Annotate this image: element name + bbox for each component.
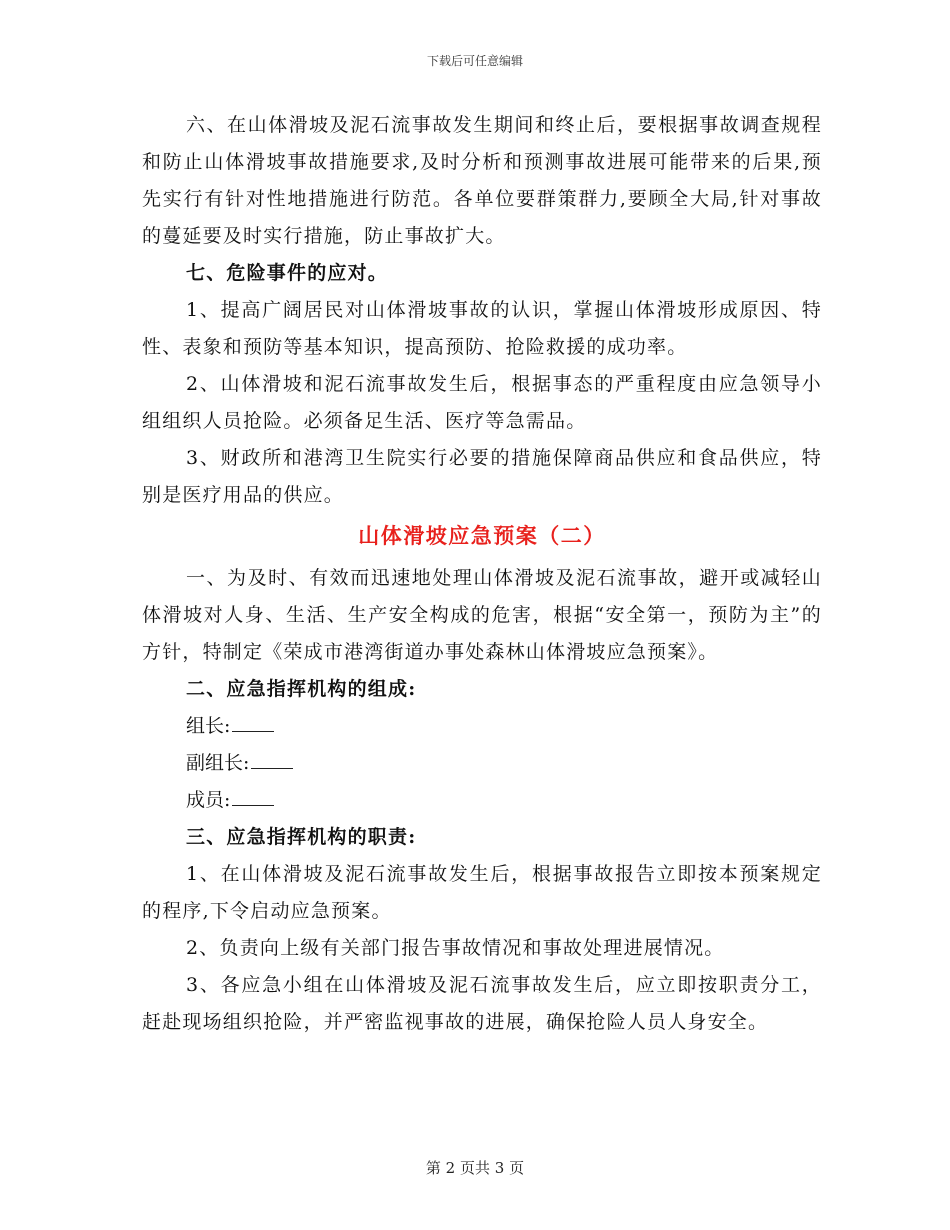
paragraph-seven-2: 2、山体滑坡和泥石流事故发生后，根据事态的严重程度由应急领导小组组织人员抢险。必须备足生活、医疗等急需品。 [142, 373, 822, 432]
paragraph-seven-1: 1、提高广阔居民对山体滑坡事故的认识，掌握山体滑坡形成原因、特性、表象和预防等基本知识，提高预防、抢险救援的成功率。 [142, 299, 822, 358]
leader-field [142, 708, 822, 745]
heading-seven: 七、危险事件的应对。 [186, 262, 389, 284]
member-field [142, 782, 822, 819]
paragraph-six: 六、在山体滑坡及泥石流事故发生期间和终止后，要根据事故调查规程和防止山体滑坡事故措施要求,及时分析和预测事故进展可能带来的后果,预先实行有针对性地措施进行防范。各单位要群策群力,要顾全大局,针对事故的蔓延要及时实行措施，防止事故扩大。 [142, 114, 822, 247]
deputy-label: 副组长: [186, 752, 250, 774]
heading-three: 三、应急指挥机构的职责: [186, 826, 417, 848]
paragraph-seven-3: 3、财政所和港湾卫生院实行必要的措施保障商品供应和食品供应，特别是医疗用品的供应。 [142, 447, 822, 506]
deputy-blank [251, 767, 293, 769]
document-body [142, 107, 822, 1041]
header-note: 下载后可任意编辑 [426, 54, 523, 68]
paragraph-three-2: 2、负责向上级有关部门报告事故情况和事故处理进展情况。 [186, 937, 725, 959]
member-blank [232, 804, 274, 806]
paragraph-one: 一、为及时、有效而迅速地处理山体滑坡及泥石流事故，避开或减轻山体滑坡对人身、生活、生产安全构成的危害，根据“安全第一，预防为主”的方针，特制定《荣成市港湾街道办事处森林山体滑坡应急预案》。 [142, 567, 822, 663]
member-label: 成员: [186, 789, 231, 811]
heading-two: 二、应急指挥机构的组成: [186, 678, 417, 700]
paragraph-three-3: 3、各应急小组在山体滑坡及泥石流事故发生后，应立即按职责分工，赶赴现场组织抢险，并严密监视事故的进展，确保抢险人员人身安全。 [142, 974, 822, 1033]
leader-label: 组长: [186, 715, 231, 737]
page-footer: 第 2 页共 3 页 [425, 1159, 525, 1177]
deputy-field [142, 745, 822, 782]
section-title: 山体滑坡应急预案（二） [358, 523, 606, 548]
paragraph-three-1: 1、在山体滑坡及泥石流事故发生后，根据事故报告立即按本预案规定的程序,下令启动应急预案。 [142, 863, 822, 922]
leader-blank [232, 730, 274, 732]
